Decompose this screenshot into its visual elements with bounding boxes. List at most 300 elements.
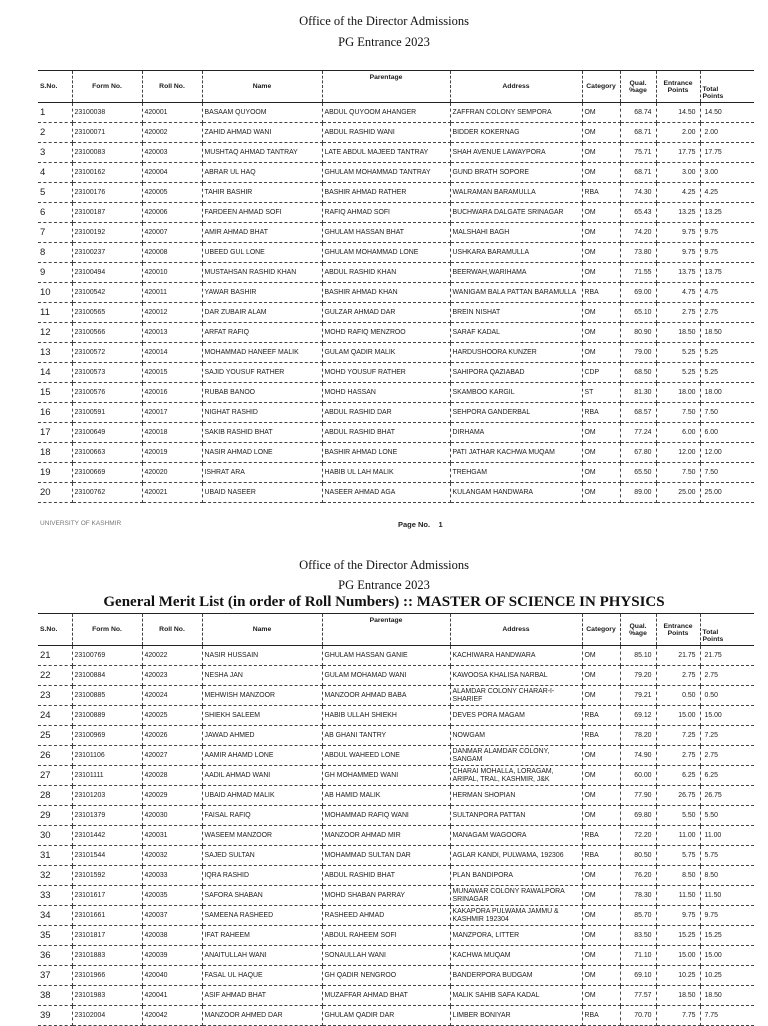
- address-cell: SARAF KADAL: [450, 323, 582, 343]
- sno-cell: 3: [38, 143, 72, 163]
- sno-cell: 23: [38, 686, 72, 706]
- address-cell: KACHWA MUQAM: [450, 946, 582, 966]
- roll-no-cell: 420037: [142, 906, 202, 926]
- address-cell: HARDUSHOORA KUNZER: [450, 343, 582, 363]
- total-points-cell: 5.75: [700, 846, 754, 866]
- roll-no-cell: 420016: [142, 383, 202, 403]
- entrance-points-cell: 9.75: [656, 906, 700, 926]
- parentage-cell: GHULAM QADIR DAR: [322, 1006, 450, 1026]
- parentage-cell: GULAM MOHAMAD WANI: [322, 666, 450, 686]
- category-cell: OM: [582, 103, 620, 123]
- form-no-cell: 23100192: [72, 223, 142, 243]
- address-cell: TREHGAM: [450, 463, 582, 483]
- form-no-cell: 23100083: [72, 143, 142, 163]
- name-cell: FAISAL RAFIQ: [202, 806, 322, 826]
- form-no-cell: 23100669: [72, 463, 142, 483]
- total-points-cell: 15.00: [700, 706, 754, 726]
- total-points-cell: 2.75: [700, 303, 754, 323]
- address-cell: WALRAMAN BARAMULLA: [450, 183, 582, 203]
- entrance-points-cell: 2.75: [656, 746, 700, 766]
- category-cell: OM: [582, 946, 620, 966]
- parentage-cell: GH MOHAMMED WANI: [322, 766, 450, 786]
- table-row: [38, 646, 754, 666]
- col-parentage: Parentage: [322, 71, 450, 103]
- parentage-cell: AB HAMID MALIK: [322, 786, 450, 806]
- table-row: [38, 263, 754, 283]
- total-points-cell: 25.00: [700, 483, 754, 503]
- table-row: [38, 886, 754, 906]
- category-cell: OM: [582, 483, 620, 503]
- table-header-row: [38, 614, 754, 646]
- form-no-cell: 23102004: [72, 1006, 142, 1026]
- category-cell: OM: [582, 866, 620, 886]
- category-cell: OM: [582, 143, 620, 163]
- category-cell: OM: [582, 263, 620, 283]
- merit-table-page-1: [38, 70, 754, 503]
- total-points-cell: 9.75: [700, 906, 754, 926]
- parentage-cell: MOHAMMAD RAFIQ WANI: [322, 806, 450, 826]
- form-no-cell: 23100884: [72, 666, 142, 686]
- entrance-points-cell: 7.50: [656, 403, 700, 423]
- col-qual-line2: %age: [629, 629, 647, 637]
- parentage-cell: GH QADIR NENGROO: [322, 966, 450, 986]
- total-points-cell: 6.25: [700, 766, 754, 786]
- total-points-cell: 13.75: [700, 263, 754, 283]
- address-cell: SKAMBOO KARGIL: [450, 383, 582, 403]
- category-cell: RBA: [582, 726, 620, 746]
- roll-no-cell: 420029: [142, 786, 202, 806]
- parentage-cell: GHULAM HASSAN GANIE: [322, 646, 450, 666]
- qual-cell: 68.50: [620, 363, 656, 383]
- parentage-cell: NASEER AHMAD AGA: [322, 483, 450, 503]
- sno-cell: 20: [38, 483, 72, 503]
- name-cell: AMIR AHMAD BHAT: [202, 223, 322, 243]
- table-row: [38, 786, 754, 806]
- address-cell: ZAFFRAN COLONY SEMPORA: [450, 103, 582, 123]
- table-row: [38, 766, 754, 786]
- table-row: [38, 986, 754, 1006]
- table-row: [38, 806, 754, 826]
- total-points-cell: 5.25: [700, 343, 754, 363]
- total-points-cell: 3.00: [700, 163, 754, 183]
- entrance-points-cell: 13.25: [656, 203, 700, 223]
- roll-no-cell: 420006: [142, 203, 202, 223]
- table-row: [38, 383, 754, 403]
- total-points-cell: 17.75: [700, 143, 754, 163]
- name-cell: NASIR AHMAD LONE: [202, 443, 322, 463]
- parentage-cell: ABDUL RASHID BHAT: [322, 423, 450, 443]
- parentage-cell: ABDUL RASHID BHAT: [322, 866, 450, 886]
- col-name: Name: [202, 71, 322, 103]
- name-cell: FARDEEN AHMAD SOFI: [202, 203, 322, 223]
- name-cell: FASAL UL HAQUE: [202, 966, 322, 986]
- name-cell: MOHAMMAD HANEEF MALIK: [202, 343, 322, 363]
- roll-no-cell: 420035: [142, 886, 202, 906]
- roll-no-cell: 420028: [142, 766, 202, 786]
- total-points-cell: 9.75: [700, 223, 754, 243]
- name-cell: MEHWISH MANZOOR: [202, 686, 322, 706]
- form-no-cell: 23100889: [72, 706, 142, 726]
- name-cell: SAJID YOUSUF RATHER: [202, 363, 322, 383]
- total-points-cell: 15.25: [700, 926, 754, 946]
- name-cell: AADIL AHMAD WANI: [202, 766, 322, 786]
- address-cell: BANDERPORA BUDGAM: [450, 966, 582, 986]
- qual-cell: 80.50: [620, 846, 656, 866]
- category-cell: RBA: [582, 1006, 620, 1026]
- entrance-points-cell: 6.00: [656, 423, 700, 443]
- entrance-points-cell: 7.75: [656, 1006, 700, 1026]
- roll-no-cell: 420033: [142, 866, 202, 886]
- parentage-cell: MOHD HASSAN: [322, 383, 450, 403]
- page-label: Page No.: [398, 520, 431, 529]
- roll-no-cell: 420040: [142, 966, 202, 986]
- table-row: [38, 443, 754, 463]
- parentage-cell: MOHD SHABAN PARRAY: [322, 886, 450, 906]
- sno-cell: 30: [38, 826, 72, 846]
- table-row: [38, 966, 754, 986]
- form-no-cell: 23101817: [72, 926, 142, 946]
- parentage-cell: ABDUL WAHEED LONE: [322, 746, 450, 766]
- address-cell: PLAN BANDIPORA: [450, 866, 582, 886]
- form-no-cell: 23100573: [72, 363, 142, 383]
- entrance-points-cell: 10.25: [656, 966, 700, 986]
- col-qual-line1: Qual.: [629, 622, 647, 630]
- qual-cell: 78.20: [620, 726, 656, 746]
- table-row: [38, 303, 754, 323]
- address-cell: USHKARA BARAMULLA: [450, 243, 582, 263]
- name-cell: ARFAT RAFIQ: [202, 323, 322, 343]
- parentage-cell: MOHD RAFIQ MENZROO: [322, 323, 450, 343]
- category-cell: OM: [582, 243, 620, 263]
- qual-cell: 77.90: [620, 786, 656, 806]
- address-cell: MALIK SAHIB SAFA KADAL: [450, 986, 582, 1006]
- table-row: [38, 123, 754, 143]
- parentage-cell: LATE ABDUL MAJEED TANTRAY: [322, 143, 450, 163]
- table-row: [38, 746, 754, 766]
- roll-no-cell: 420019: [142, 443, 202, 463]
- roll-no-cell: 420018: [142, 423, 202, 443]
- parentage-cell: ABDUL QUYOOM AHANGER: [322, 103, 450, 123]
- sno-cell: 6: [38, 203, 72, 223]
- roll-no-cell: 420032: [142, 846, 202, 866]
- address-cell: SHAH AVENUE LAWAYPORA: [450, 143, 582, 163]
- address-cell: KAKAPORA PULWAMA JAMMU & KASHMIR 192304: [450, 906, 582, 926]
- total-points-cell: 7.50: [700, 403, 754, 423]
- parentage-cell: SONAULLAH WANI: [322, 946, 450, 966]
- table-row: [38, 1006, 754, 1026]
- table-row: [38, 203, 754, 223]
- parentage-cell: MANZOOR AHMAD BABA: [322, 686, 450, 706]
- table-row: [38, 686, 754, 706]
- qual-cell: 68.71: [620, 163, 656, 183]
- col-total-line1: Total: [702, 86, 719, 93]
- address-cell: HERMAN SHOPIAN: [450, 786, 582, 806]
- sno-cell: 26: [38, 746, 72, 766]
- sno-cell: 4: [38, 163, 72, 183]
- qual-cell: 74.30: [620, 183, 656, 203]
- roll-no-cell: 420022: [142, 646, 202, 666]
- qual-cell: 60.00: [620, 766, 656, 786]
- roll-no-cell: 420031: [142, 826, 202, 846]
- form-no-cell: 23101544: [72, 846, 142, 866]
- entrance-points-cell: 9.75: [656, 223, 700, 243]
- roll-no-cell: 420001: [142, 103, 202, 123]
- category-cell: OM: [582, 343, 620, 363]
- form-no-cell: 23101661: [72, 906, 142, 926]
- col-qual: [620, 71, 656, 103]
- address-cell: LIMBER BONIYAR: [450, 1006, 582, 1026]
- total-points-cell: 4.25: [700, 183, 754, 203]
- sno-cell: 13: [38, 343, 72, 363]
- roll-no-cell: 420011: [142, 283, 202, 303]
- category-cell: OM: [582, 926, 620, 946]
- form-no-cell: 23100769: [72, 646, 142, 666]
- total-points-cell: 13.25: [700, 203, 754, 223]
- form-no-cell: 23101111: [72, 766, 142, 786]
- col-address: Address: [450, 614, 582, 646]
- table-row: [38, 223, 754, 243]
- col-qual-line2: %age: [629, 86, 647, 94]
- address-cell: WANIGAM BALA PATTAN BARAMULLA: [450, 283, 582, 303]
- qual-cell: 72.20: [620, 826, 656, 846]
- name-cell: BASAAM QUYOOM: [202, 103, 322, 123]
- address-cell: BEERWAH,WARIHAMA: [450, 263, 582, 283]
- address-cell: DIRHAMA: [450, 423, 582, 443]
- sno-cell: 27: [38, 766, 72, 786]
- address-cell: SAHIPORA QAZIABAD: [450, 363, 582, 383]
- qual-cell: 74.90: [620, 746, 656, 766]
- entrance-points-cell: 18.00: [656, 383, 700, 403]
- qual-cell: 83.50: [620, 926, 656, 946]
- parentage-cell: BASHIR AHMAD KHAN: [322, 283, 450, 303]
- col-category: Category: [582, 71, 620, 103]
- form-no-cell: 23100762: [72, 483, 142, 503]
- col-roll-no: Roll No.: [142, 614, 202, 646]
- form-no-cell: 23100572: [72, 343, 142, 363]
- entrance-points-cell: 5.75: [656, 846, 700, 866]
- entrance-points-cell: 4.75: [656, 283, 700, 303]
- name-cell: MANZOOR AHMED DAR: [202, 1006, 322, 1026]
- total-points-cell: 2.75: [700, 746, 754, 766]
- name-cell: WASEEM MANZOOR: [202, 826, 322, 846]
- form-no-cell: 23100649: [72, 423, 142, 443]
- form-no-cell: 23100237: [72, 243, 142, 263]
- table-row: [38, 866, 754, 886]
- entrance-points-cell: 5.50: [656, 806, 700, 826]
- roll-no-cell: 420017: [142, 403, 202, 423]
- roll-no-cell: 420002: [142, 123, 202, 143]
- sno-cell: 37: [38, 966, 72, 986]
- table-row: [38, 423, 754, 443]
- sno-cell: 21: [38, 646, 72, 666]
- total-points-cell: 4.75: [700, 283, 754, 303]
- category-cell: OM: [582, 303, 620, 323]
- sno-cell: 35: [38, 926, 72, 946]
- sno-cell: 9: [38, 263, 72, 283]
- university-footer: UNIVERSITY OF KASHMIR: [40, 520, 122, 527]
- address-cell: DEVES PORA MAGAM: [450, 706, 582, 726]
- parentage-cell: ABDUL RAHEEM SOFI: [322, 926, 450, 946]
- total-points-cell: 14.50: [700, 103, 754, 123]
- page-number: [398, 520, 443, 529]
- qual-cell: 69.80: [620, 806, 656, 826]
- form-no-cell: 23100576: [72, 383, 142, 403]
- entrance-points-cell: 15.00: [656, 706, 700, 726]
- name-cell: AAMIR AHAMD LONE: [202, 746, 322, 766]
- col-sno: S.No.: [38, 614, 72, 646]
- total-points-cell: 9.75: [700, 243, 754, 263]
- category-cell: OM: [582, 646, 620, 666]
- name-cell: UBAID AHMAD MALIK: [202, 786, 322, 806]
- qual-cell: 85.10: [620, 646, 656, 666]
- roll-no-cell: 420013: [142, 323, 202, 343]
- total-points-cell: 7.75: [700, 1006, 754, 1026]
- name-cell: MUSTAHSAN RASHID KHAN: [202, 263, 322, 283]
- total-points-cell: 8.50: [700, 866, 754, 886]
- address-cell: AGLAR KANDI, PULWAMA, 192306: [450, 846, 582, 866]
- sno-cell: 39: [38, 1006, 72, 1026]
- form-no-cell: 23101592: [72, 866, 142, 886]
- table-row: [38, 183, 754, 203]
- entrance-title: PG Entrance 2023: [338, 35, 430, 49]
- entrance-points-cell: 3.00: [656, 163, 700, 183]
- category-cell: RBA: [582, 706, 620, 726]
- entrance-points-cell: 15.00: [656, 946, 700, 966]
- form-no-cell: 23100494: [72, 263, 142, 283]
- parentage-cell: BASHIR AHMAD RATHER: [322, 183, 450, 203]
- table-row: [38, 143, 754, 163]
- entrance-points-cell: 18.50: [656, 986, 700, 1006]
- sno-cell: 10: [38, 283, 72, 303]
- qual-cell: 75.71: [620, 143, 656, 163]
- form-no-cell: 23100162: [72, 163, 142, 183]
- table-row: [38, 283, 754, 303]
- col-entrance-points: [656, 71, 700, 103]
- qual-cell: 79.21: [620, 686, 656, 706]
- parentage-cell: ABDUL RASHID KHAN: [322, 263, 450, 283]
- col-total-points: [700, 614, 754, 646]
- address-cell: KAWOOSA KHALISA NARBAL: [450, 666, 582, 686]
- name-cell: IFAT RAHEEM: [202, 926, 322, 946]
- qual-cell: 65.10: [620, 303, 656, 323]
- table-row: [38, 363, 754, 383]
- category-cell: OM: [582, 323, 620, 343]
- name-cell: SAKIB RASHID BHAT: [202, 423, 322, 443]
- table-row: [38, 103, 754, 123]
- parentage-cell: AB GHANI TANTRY: [322, 726, 450, 746]
- qual-cell: 79.00: [620, 343, 656, 363]
- entrance-points-cell: 26.75: [656, 786, 700, 806]
- roll-no-cell: 420015: [142, 363, 202, 383]
- col-form-no: Form No.: [72, 71, 142, 103]
- table-row: [38, 666, 754, 686]
- parentage-cell: BASHIR AHMAD LONE: [322, 443, 450, 463]
- entrance-points-cell: 11.50: [656, 886, 700, 906]
- entrance-points-cell: 8.50: [656, 866, 700, 886]
- entrance-points-cell: 17.75: [656, 143, 700, 163]
- col-total-line1: Total: [702, 629, 719, 636]
- sno-cell: 11: [38, 303, 72, 323]
- category-cell: OM: [582, 423, 620, 443]
- sno-cell: 38: [38, 986, 72, 1006]
- qual-cell: 68.57: [620, 403, 656, 423]
- qual-cell: 68.71: [620, 123, 656, 143]
- sno-cell: 16: [38, 403, 72, 423]
- address-cell: CHARAI MOHALLA, LORAGAM, ARIPAL, TRAL, KASHMIR, J&K: [450, 766, 582, 786]
- name-cell: TAHIR BASHIR: [202, 183, 322, 203]
- address-cell: KULANGAM HANDWARA: [450, 483, 582, 503]
- category-cell: OM: [582, 666, 620, 686]
- address-cell: MUNAWAR COLONY RAWALPORA SRINAGAR: [450, 886, 582, 906]
- parentage-cell: RAFIQ AHMAD SOFI: [322, 203, 450, 223]
- name-cell: MUSHTAQ AHMAD TANTRAY: [202, 143, 322, 163]
- category-cell: OM: [582, 786, 620, 806]
- form-no-cell: 23100542: [72, 283, 142, 303]
- total-points-cell: 10.25: [700, 966, 754, 986]
- parentage-cell: GHULAM MOHAMMAD LONE: [322, 243, 450, 263]
- category-cell: OM: [582, 223, 620, 243]
- qual-cell: 76.20: [620, 866, 656, 886]
- parentage-cell: MOHD YOUSUF RATHER: [322, 363, 450, 383]
- roll-no-cell: 420021: [142, 483, 202, 503]
- roll-no-cell: 420027: [142, 746, 202, 766]
- table-row: [38, 403, 754, 423]
- roll-no-cell: 420023: [142, 666, 202, 686]
- name-cell: RUBAB BANOO: [202, 383, 322, 403]
- qual-cell: 85.70: [620, 906, 656, 926]
- name-cell: IQRA RASHID: [202, 866, 322, 886]
- entrance-points-cell: 2.75: [656, 303, 700, 323]
- entrance-points-cell: 15.25: [656, 926, 700, 946]
- qual-cell: 77.57: [620, 986, 656, 1006]
- col-category: Category: [582, 614, 620, 646]
- name-cell: YAWAR BASHIR: [202, 283, 322, 303]
- total-points-cell: 12.00: [700, 443, 754, 463]
- entrance-points-cell: 21.75: [656, 646, 700, 666]
- sno-cell: 12: [38, 323, 72, 343]
- table-row: [38, 163, 754, 183]
- form-no-cell: 23101617: [72, 886, 142, 906]
- category-cell: CDP: [582, 363, 620, 383]
- category-cell: OM: [582, 163, 620, 183]
- table-row: [38, 906, 754, 926]
- total-points-cell: 15.00: [700, 946, 754, 966]
- form-no-cell: 23100591: [72, 403, 142, 423]
- category-cell: OM: [582, 443, 620, 463]
- table-row: [38, 826, 754, 846]
- roll-no-cell: 420041: [142, 986, 202, 1006]
- form-no-cell: 23100187: [72, 203, 142, 223]
- sno-cell: 34: [38, 906, 72, 926]
- category-cell: ST: [582, 383, 620, 403]
- qual-cell: 68.74: [620, 103, 656, 123]
- address-cell: BREIN NISHAT: [450, 303, 582, 323]
- roll-no-cell: 420038: [142, 926, 202, 946]
- parentage-cell: GULAM QADIR MALIK: [322, 343, 450, 363]
- total-points-cell: 0.50: [700, 686, 754, 706]
- category-cell: OM: [582, 966, 620, 986]
- sno-cell: 28: [38, 786, 72, 806]
- roll-no-cell: 420020: [142, 463, 202, 483]
- col-address: Address: [450, 71, 582, 103]
- entrance-points-cell: 5.25: [656, 363, 700, 383]
- parentage-cell: MUZAFFAR AHMAD BHAT: [322, 986, 450, 1006]
- qual-cell: 71.10: [620, 946, 656, 966]
- qual-cell: 81.30: [620, 383, 656, 403]
- category-cell: OM: [582, 123, 620, 143]
- form-no-cell: 23100663: [72, 443, 142, 463]
- total-points-cell: 2.75: [700, 666, 754, 686]
